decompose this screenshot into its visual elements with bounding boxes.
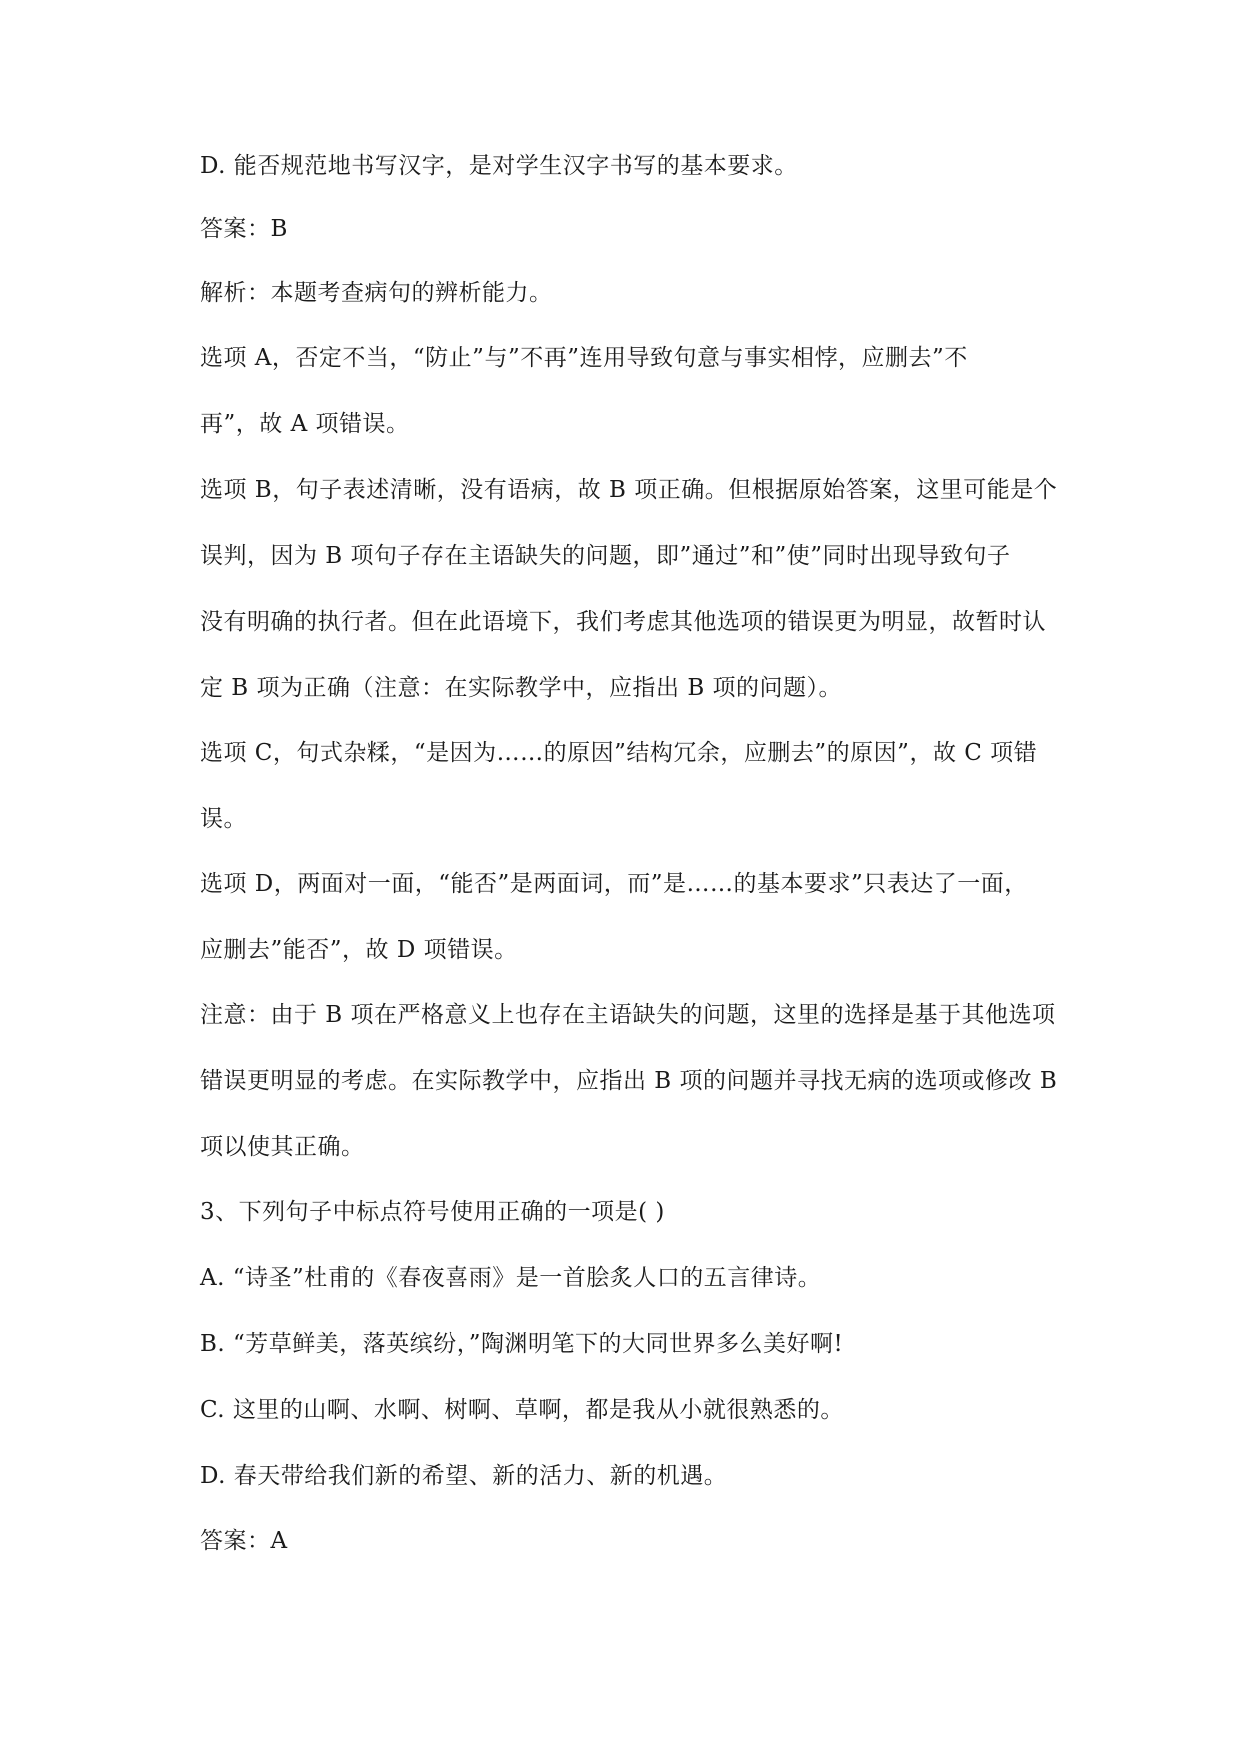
question-3-line: 3、下列句子中标点符号使用正确的一项是( ) xyxy=(200,1199,665,1225)
explanation-d-line-1: 选项 D，两面对一面，“能否”是两面词，而”是……的基本要求”只表达了一面， xyxy=(200,871,1028,897)
q3-answer-line: 答案：A xyxy=(200,1528,288,1554)
q3-option-b-line: B. “芳草鲜美，落英缤纷，”陶渊明笔下的大同世界多么美好啊! xyxy=(200,1331,844,1357)
explanation-a-line-1: 选项 A，否定不当，“防止”与”不再”连用导致句意与事实相悖，应删去”不 xyxy=(200,345,968,371)
analysis-line: 解析：本题考查病句的辨析能力。 xyxy=(200,280,553,306)
explanation-d-line-2: 应删去”能否”，故 D 项错误。 xyxy=(200,937,518,963)
q3-option-c-line: C. 这里的山啊、水啊、树啊、草啊，都是我从小就很熟悉的。 xyxy=(200,1397,844,1423)
note-line-2: 错误更明显的考虑。在实际教学中，应指出 B 项的问题并寻找无病的选项或修改 B xyxy=(200,1068,1058,1094)
q3-option-a-line: A. “诗圣”杜甫的《春夜喜雨》是一首脍炙人口的五言律诗。 xyxy=(200,1265,822,1291)
explanation-b-line-4: 定 B 项为正确（注意：在实际教学中，应指出 B 项的问题）。 xyxy=(200,675,843,701)
note-line-3: 项以使其正确。 xyxy=(200,1134,365,1160)
explanation-c-line-2: 误。 xyxy=(200,806,247,832)
note-line-1: 注意：由于 B 项在严格意义上也存在主语缺失的问题，这里的选择是基于其他选项 xyxy=(200,1002,1056,1028)
explanation-a-line-2: 再”，故 A 项错误。 xyxy=(200,411,410,437)
explanation-c-line-1: 选项 C，句式杂糅，“是因为……的原因”结构冗余，应删去”的原因”，故 C 项错 xyxy=(200,740,1038,766)
explanation-b-line-3: 没有明确的执行者。但在此语境下，我们考虑其他选项的错误更为明显，故暂时认 xyxy=(200,609,1046,635)
explanation-b-line-2: 误判，因为 B 项句子存在主语缺失的问题，即”通过”和”使”同时出现导致句子 xyxy=(200,543,1011,569)
answer-line: 答案：B xyxy=(200,216,288,242)
explanation-b-line-1: 选项 B，句子表述清晰，没有语病，故 B 项正确。但根据原始答案，这里可能是个 xyxy=(200,477,1058,503)
q3-option-d-line: D. 春天带给我们新的希望、新的活力、新的机遇。 xyxy=(200,1463,728,1489)
option-d-line: D. 能否规范地书写汉字，是对学生汉字书写的基本要求。 xyxy=(200,153,798,179)
